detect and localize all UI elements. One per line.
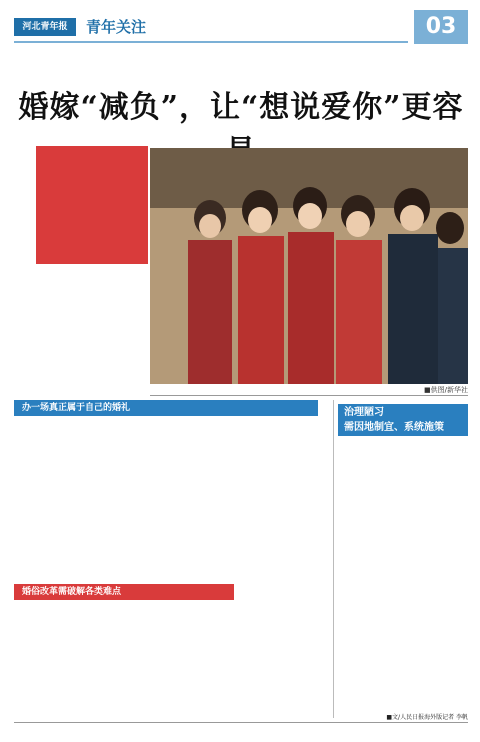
photo-caption (152, 385, 392, 395)
wedding-photo-illustration (150, 148, 468, 384)
article-2-heading: 婚俗改革需破解各类难点 (14, 584, 234, 600)
article-1-body (14, 420, 110, 580)
photo-credit: ■供图/新华社 (424, 386, 468, 394)
author-line: ■文/人民日报海外版记者 李帆 (386, 714, 468, 721)
page-header (14, 10, 468, 44)
newspaper-logo: 河北青年报 (14, 18, 76, 36)
column-divider (333, 400, 334, 718)
photo-caption-bar (150, 384, 468, 396)
lead-text (42, 152, 142, 258)
header-rule (14, 41, 408, 43)
footer-rule (14, 722, 468, 723)
lead-box (36, 146, 148, 264)
article-3-heading-text: 治理陋习 需因地制宜、系统施策 (344, 407, 444, 433)
page-number: 03 (414, 10, 468, 44)
article-2-body (14, 604, 110, 714)
page-footer (14, 724, 468, 736)
article-3-heading (338, 404, 468, 436)
section-title: 青年关注 (86, 18, 147, 36)
wedding-photo (150, 148, 468, 384)
article-3-body (338, 440, 468, 710)
headline: 婚嫁“减负”，让“想说爱你”更容 (18, 90, 464, 125)
article-1-heading: 办一场真正属于自己的婚礼 (14, 400, 318, 416)
